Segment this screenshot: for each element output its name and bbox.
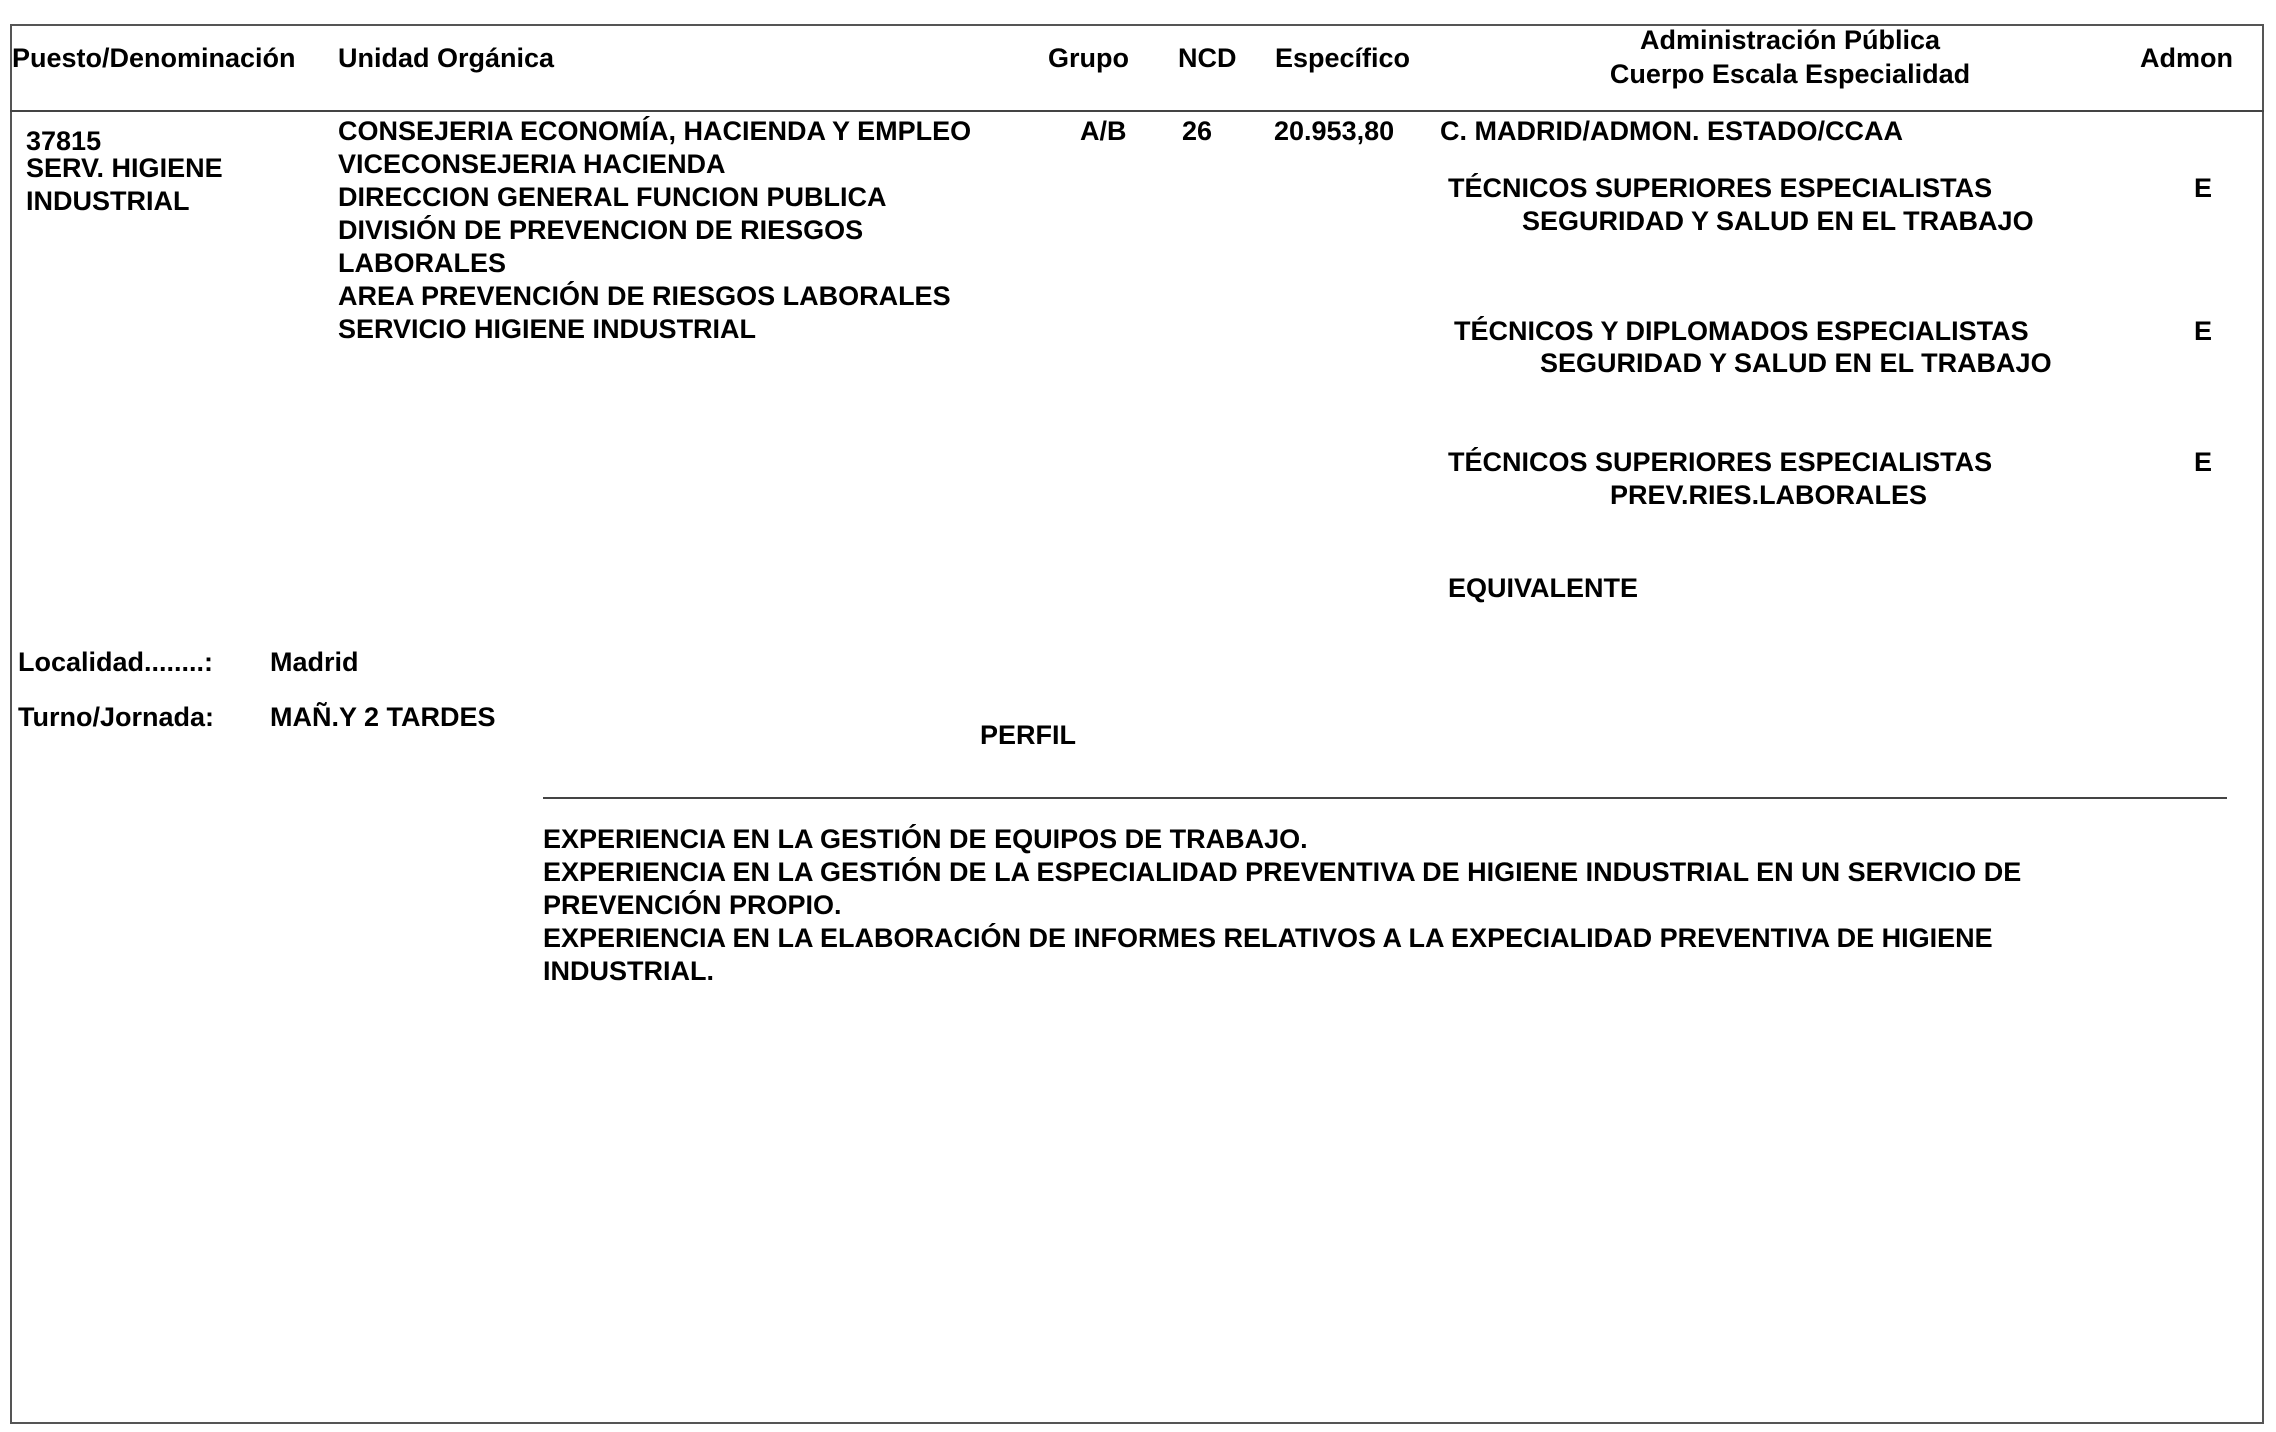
cuerpo-line1: TÉCNICOS SUPERIORES ESPECIALISTAS [1448, 173, 1993, 203]
localidad-label: Localidad........: [18, 647, 214, 677]
cuerpo-line2: SEGURIDAD Y SALUD EN EL TRABAJO [1522, 206, 2034, 236]
unidad-line: DIVISIÓN DE PREVENCION DE RIESGOS [338, 215, 864, 245]
unidad-line: AREA PREVENCIÓN DE RIESGOS LABORALES [338, 281, 951, 311]
header-admon: Admon [2140, 43, 2233, 73]
puesto-denominacion-2: INDUSTRIAL [26, 186, 190, 216]
cuerpo-line1: TÉCNICOS Y DIPLOMADOS ESPECIALISTAS [1454, 316, 2029, 346]
perfil-line: INDUSTRIAL. [543, 956, 714, 986]
unidad-line: LABORALES [338, 248, 506, 278]
header-puesto: Puesto/Denominación [12, 43, 296, 73]
administracion-value: C. MADRID/ADMON. ESTADO/CCAA [1440, 116, 1903, 146]
header-divider [10, 110, 2264, 112]
perfil-title: PERFIL [980, 720, 1077, 750]
cuerpo-admon: E [2194, 173, 2213, 203]
header-unidad: Unidad Orgánica [338, 43, 555, 73]
especifico-value: 20.953,80 [1274, 116, 1395, 146]
cuerpo-admon: E [2194, 316, 2213, 346]
equivalente-label: EQUIVALENTE [1448, 573, 1639, 603]
perfil-line: EXPERIENCIA EN LA GESTIÓN DE LA ESPECIALIDAD PREVENTIVA DE HIGIENE INDUSTRIAL EN UN SERVICIO DE [543, 857, 2022, 887]
unidad-line: VICECONSEJERIA HACIENDA [338, 149, 726, 179]
header-grupo: Grupo [1048, 43, 1129, 73]
cuerpo-admon: E [2194, 447, 2213, 477]
unidad-line: DIRECCION GENERAL FUNCION PUBLICA [338, 182, 887, 212]
header-admin-line1: Administración Pública [1639, 25, 1941, 55]
perfil-line: EXPERIENCIA EN LA GESTIÓN DE EQUIPOS DE TRABAJO. [543, 824, 1308, 854]
unidad-line: SERVICIO HIGIENE INDUSTRIAL [338, 314, 757, 344]
turno-label: Turno/Jornada: [18, 702, 215, 732]
perfil-line: PREVENCIÓN PROPIO. [543, 890, 842, 920]
turno-value: MAÑ.Y 2 TARDES [270, 702, 496, 732]
puesto-denominacion-1: SERV. HIGIENE [26, 153, 223, 183]
header-admin-line2: Cuerpo Escala Especialidad [1609, 59, 1971, 89]
header-ncd: NCD [1178, 43, 1237, 73]
cuerpo-line2: SEGURIDAD Y SALUD EN EL TRABAJO [1540, 348, 2052, 378]
unidad-line: CONSEJERIA ECONOMÍA, HACIENDA Y EMPLEO [338, 116, 972, 146]
header-especifico: Específico [1275, 43, 1411, 73]
puesto-code: 37815 [26, 126, 102, 156]
grupo-value: A/B [1080, 116, 1127, 146]
perfil-divider [543, 797, 2227, 799]
cuerpo-line1: TÉCNICOS SUPERIORES ESPECIALISTAS [1448, 447, 1993, 477]
ncd-value: 26 [1182, 116, 1213, 146]
cuerpo-line2: PREV.RIES.LABORALES [1610, 480, 1928, 510]
perfil-line: EXPERIENCIA EN LA ELABORACIÓN DE INFORMES RELATIVOS A LA EXPECIALIDAD PREVENTIVA DE HIGIENE [543, 923, 1993, 953]
localidad-value: Madrid [270, 647, 359, 677]
